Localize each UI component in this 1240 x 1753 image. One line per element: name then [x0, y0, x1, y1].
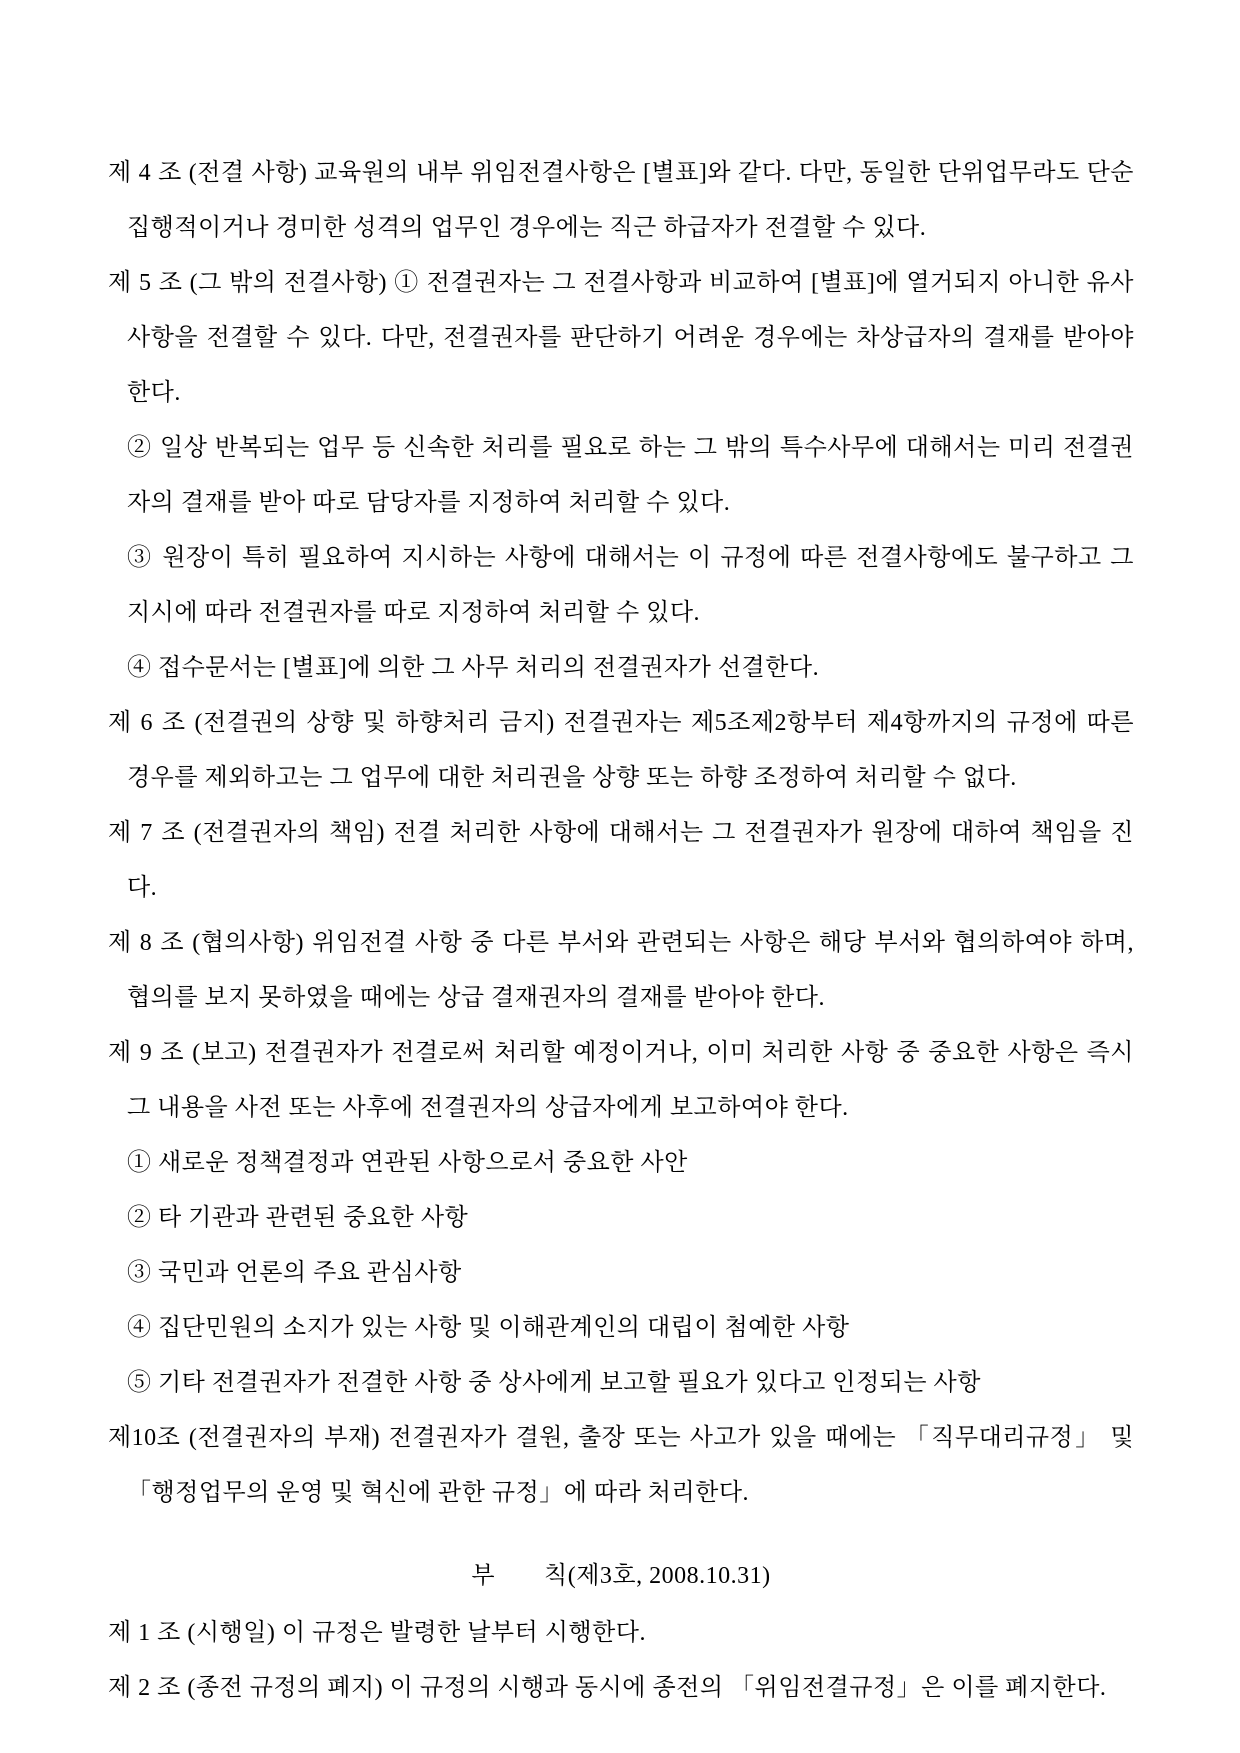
item-paragraph: ④ 접수문서는 [별표]에 의한 그 사무 처리의 전결권자가 선결한다. [127, 655, 820, 681]
item-paragraph: ③ 원장이 특히 필요하여 지시하는 사항에 대해서는 이 규정에 따른 전결사항에도 불구하고 그 지시에 따라 전결권자를 따로 지정하여 처리할 수 있다. [127, 545, 1134, 626]
item-paragraph: ③ 국민과 언론의 주요 관심사항 [127, 1260, 462, 1286]
addendum-title: 부 칙(제3호, 2008.10.31) [471, 1563, 771, 1589]
article-paragraph: 제 7 조 (전결권자의 책임) 전결 처리한 사항에 대해서는 그 전결권자가 원장에 대하여 책임을 진다. [108, 820, 1134, 901]
item-paragraph: ⑤ 기타 전결권자가 전결한 사항 중 상사에게 보고할 필요가 있다고 인정되는 사항 [127, 1370, 981, 1396]
item-paragraph: ④ 집단민원의 소지가 있는 사항 및 이해관계인의 대립이 첨예한 사항 [127, 1315, 850, 1341]
article-paragraph: 제 8 조 (협의사항) 위임전결 사항 중 다른 부서와 관련되는 사항은 해당 부서와 협의하여야 하며, 협의를 보지 못하였을 때에는 상급 결재권자의 결재를 받아야 한다. [108, 930, 1134, 1011]
article-paragraph: 제 2 조 (종전 규정의 폐지) 이 규정의 시행과 동시에 종전의 「위임전결규정」은 이를 폐지한다. [108, 1675, 1107, 1701]
article-paragraph: 제 5 조 (그 밖의 전결사항) ① 전결권자는 그 전결사항과 비교하여 [별표]에 열거되지 아니한 유사사항을 전결할 수 있다. 다만, 전결권자를 판단하기 어려운 경우에는 차상급자의 결재를 받아야 한다. [108, 270, 1134, 406]
article-paragraph: 제 1 조 (시행일) 이 규정은 발령한 날부터 시행한다. [108, 1620, 646, 1646]
article-paragraph: 제 4 조 (전결 사항) 교육원의 내부 위임전결사항은 [별표]와 같다. 다만, 동일한 단위업무라도 단순 집행적이거나 경미한 성격의 업무인 경우에는 직근 하급자가 전결할 수 있다. [108, 160, 1134, 241]
item-paragraph: ② 타 기관과 관련된 중요한 사항 [127, 1205, 469, 1231]
addendum-section [108, 1606, 1134, 1716]
article-paragraph: 제 6 조 (전결권의 상향 및 하향처리 금지) 전결권자는 제5조제2항부터 제4항까지의 규정에 따른 경우를 제외하고는 그 업무에 대한 처리권을 상향 또는 하향 조정하여 처리할 수 없다. [108, 710, 1134, 791]
document-body [108, 146, 1134, 1716]
item-paragraph: ② 일상 반복되는 업무 등 신속한 처리를 필요로 하는 그 밖의 특수사무에 대해서는 미리 전결권자의 결재를 받아 따로 담당자를 지정하여 처리할 수 있다. [127, 435, 1134, 516]
articles-section [108, 146, 1134, 1521]
item-paragraph: ① 새로운 정책결정과 연관된 사항으로서 중요한 사안 [127, 1150, 688, 1176]
article-paragraph: 제 9 조 (보고) 전결권자가 전결로써 처리할 예정이거나, 이미 처리한 사항 중 중요한 사항은 즉시 그 내용을 사전 또는 사후에 전결권자의 상급자에게 보고하여야 한다. [108, 1040, 1134, 1121]
article-paragraph: 제10조 (전결권자의 부재) 전결권자가 결원, 출장 또는 사고가 있을 때에는 「직무대리규정」 및 「행정업무의 운영 및 혁신에 관한 규정」에 따라 처리한다. [108, 1425, 1134, 1506]
